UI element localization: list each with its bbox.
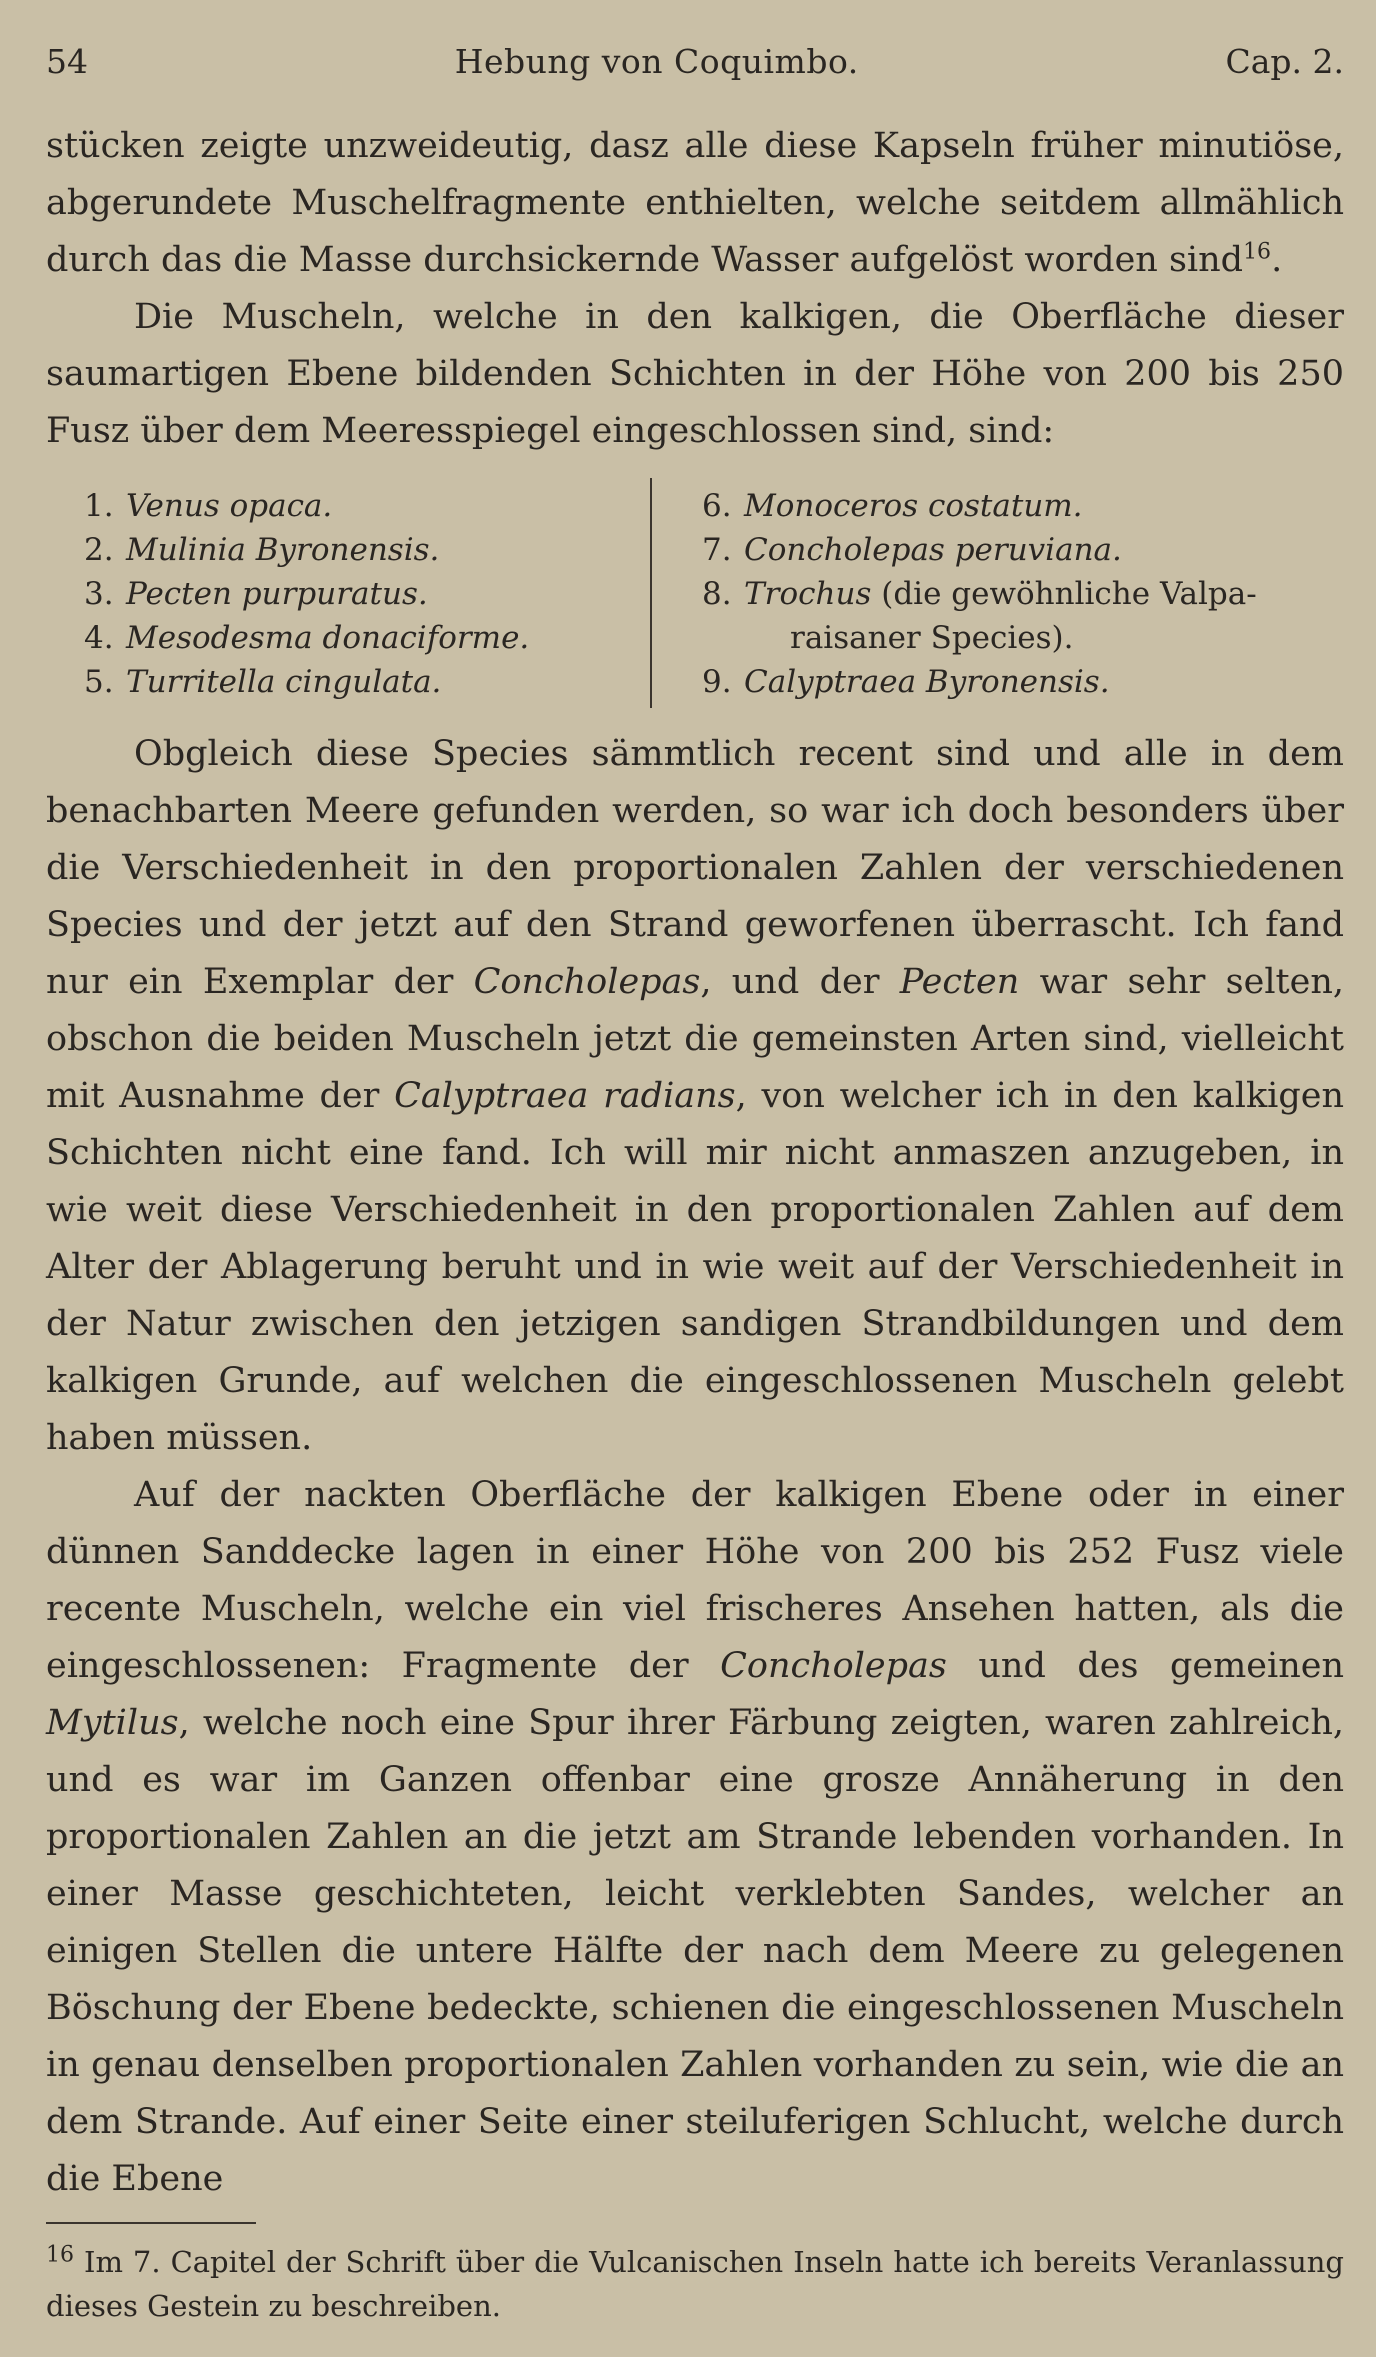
- paragraph-species-intro: [46, 289, 1344, 460]
- paragraph-text: Die Muscheln, welche in den kalkigen, die Oberfläche dieser saumartigen Ebene bildenden Schichten in der Höhe von 200 bis 250 Fusz über dem Meeresspiegel eingeschlossen sind, sind:: [46, 297, 1344, 451]
- species-number: 6.: [702, 488, 732, 524]
- species-column-right: [652, 478, 1342, 708]
- page-number: 54: [46, 42, 88, 81]
- footnote-reference: 16: [1243, 239, 1272, 265]
- species-name: Calyptraea Byronensis.: [744, 664, 1110, 700]
- species-number: 3.: [84, 576, 114, 612]
- footnote-marker: 16: [46, 2242, 74, 2268]
- page-header: [46, 40, 1344, 90]
- taxon-name: Concholepas: [473, 962, 701, 1002]
- text-run: , welche noch eine Spur ihrer Färbung zeigten, waren zahlreich, und es war im Ganzen offenbar eine grosze Annäherung in den proportionalen Zahlen an die jetzt am Strande lebenden vorhanden. In einer Masse geschichteten, leicht verklebten Sandes, welcher an einigen Stellen die untere Hälfte der nach dem Meere zu gelegenen Böschung der Ebene bedeckte, schienen die eingeschlossenen Muscheln in genau denselben proportionalen Zahlen vorhanden zu sein, wie die an dem Strande. Auf einer Seite einer steiluferigen Schlucht, welche durch die Ebene: [46, 1703, 1344, 2199]
- species-name: Mulinia Byronensis.: [126, 532, 440, 568]
- text-run: und des gemeinen: [946, 1646, 1344, 1686]
- species-item: [84, 616, 650, 660]
- taxon-name: Calyptraea radians: [394, 1076, 736, 1116]
- species-number: 5.: [84, 664, 114, 700]
- paragraph-text: stücken zeigte unzweideutig, dasz alle diese Kapseln früher minutiöse, abgerundete Muschelfragmente enthielten, welche seitdem allmählich durch das die Masse durchsickernde Wasser aufgelöst worden sind: [46, 126, 1344, 280]
- species-item: [702, 528, 1342, 572]
- taxon-name: Concholepas: [720, 1646, 947, 1686]
- species-list: [46, 478, 1344, 708]
- species-number: 2.: [84, 532, 114, 568]
- chapter-label: Cap. 2.: [1225, 42, 1344, 81]
- species-item: [84, 484, 650, 528]
- paragraph-species-comparison: [46, 726, 1344, 1467]
- species-column-left: [46, 478, 652, 708]
- running-title: Hebung von Coquimbo.: [454, 42, 859, 81]
- species-item: [702, 572, 1342, 616]
- species-number: 7.: [702, 532, 732, 568]
- species-name: Monoceros costatum.: [744, 488, 1083, 524]
- species-item: [84, 528, 650, 572]
- footnote-divider: [46, 2222, 256, 2224]
- text-run: war sehr selten, obschon die beiden Muscheln jetzt die gemeinsten Arten sind, vielleicht mit Ausnahme der: [46, 962, 1344, 1116]
- book-page: [46, 40, 1344, 2357]
- species-number: 9.: [702, 664, 732, 700]
- text-run: , von welcher ich in den kalkigen Schichten nicht eine fand. Ich will mir nicht anmaszen anzugeben, in wie weit diese Verschiedenheit in den proportionalen Zahlen auf dem Alter der Ablagerung beruht und in wie weit auf der Verschiedenheit in der Natur zwischen den jetzigen sandigen Strandbildungen und dem kalkigen Grunde, auf welchen die eingeschlossenen Muscheln gelebt haben müssen.: [46, 1076, 1345, 1458]
- species-name: Trochus: [744, 576, 872, 612]
- species-note: (die gewöhnliche Valpa-: [881, 576, 1257, 612]
- species-name: Concholepas peruviana.: [744, 532, 1122, 568]
- paragraph-end: .: [1271, 240, 1283, 280]
- species-name: Turritella cingulata.: [126, 664, 442, 700]
- footnote: [46, 2240, 1344, 2328]
- text-run: Auf der nackten Oberfläche der kalkigen Ebene oder in einer dünnen Sanddecke lagen in einer Höhe von 200 bis 252 Fusz viele recente Muscheln, welche ein viel frischeres Ansehen hatten, als die eingeschlossenen: Fragmente der: [46, 1475, 1344, 1686]
- species-number: 4.: [84, 620, 114, 656]
- species-item: [84, 660, 650, 704]
- species-name: Mesodesma donaciforme.: [126, 620, 530, 656]
- species-item: [702, 484, 1342, 528]
- paragraph-surface-shells: [46, 1467, 1344, 2208]
- text-run: Obgleich diese Species sämmtlich recent sind und alle in dem benachbarten Meere gefunden werden, so war ich doch besonders über die Verschiedenheit in den proportionalen Zahlen der verschiedenen Species und der jetzt auf den Strand geworfenen überrascht. Ich fand nur ein Exemplar der: [46, 734, 1344, 1002]
- text-run: , und der: [700, 962, 900, 1002]
- species-number: 8.: [702, 576, 732, 612]
- species-note-continued: raisaner Species).: [790, 620, 1074, 656]
- species-name: Pecten purpuratus.: [126, 576, 428, 612]
- paragraph-continuation: [46, 118, 1344, 289]
- taxon-name: Mytilus: [46, 1703, 179, 1743]
- species-item: [84, 572, 650, 616]
- species-number: 1.: [84, 488, 114, 524]
- body-text: [46, 118, 1344, 2208]
- species-item: [702, 660, 1342, 704]
- footnote-text: Im 7. Capitel der Schrift über die Vulcanischen Inseln hatte ich bereits Veranlassung dieses Gestein zu beschreiben.: [46, 2245, 1344, 2323]
- species-name: Venus opaca.: [126, 488, 333, 524]
- taxon-name: Pecten: [899, 962, 1020, 1002]
